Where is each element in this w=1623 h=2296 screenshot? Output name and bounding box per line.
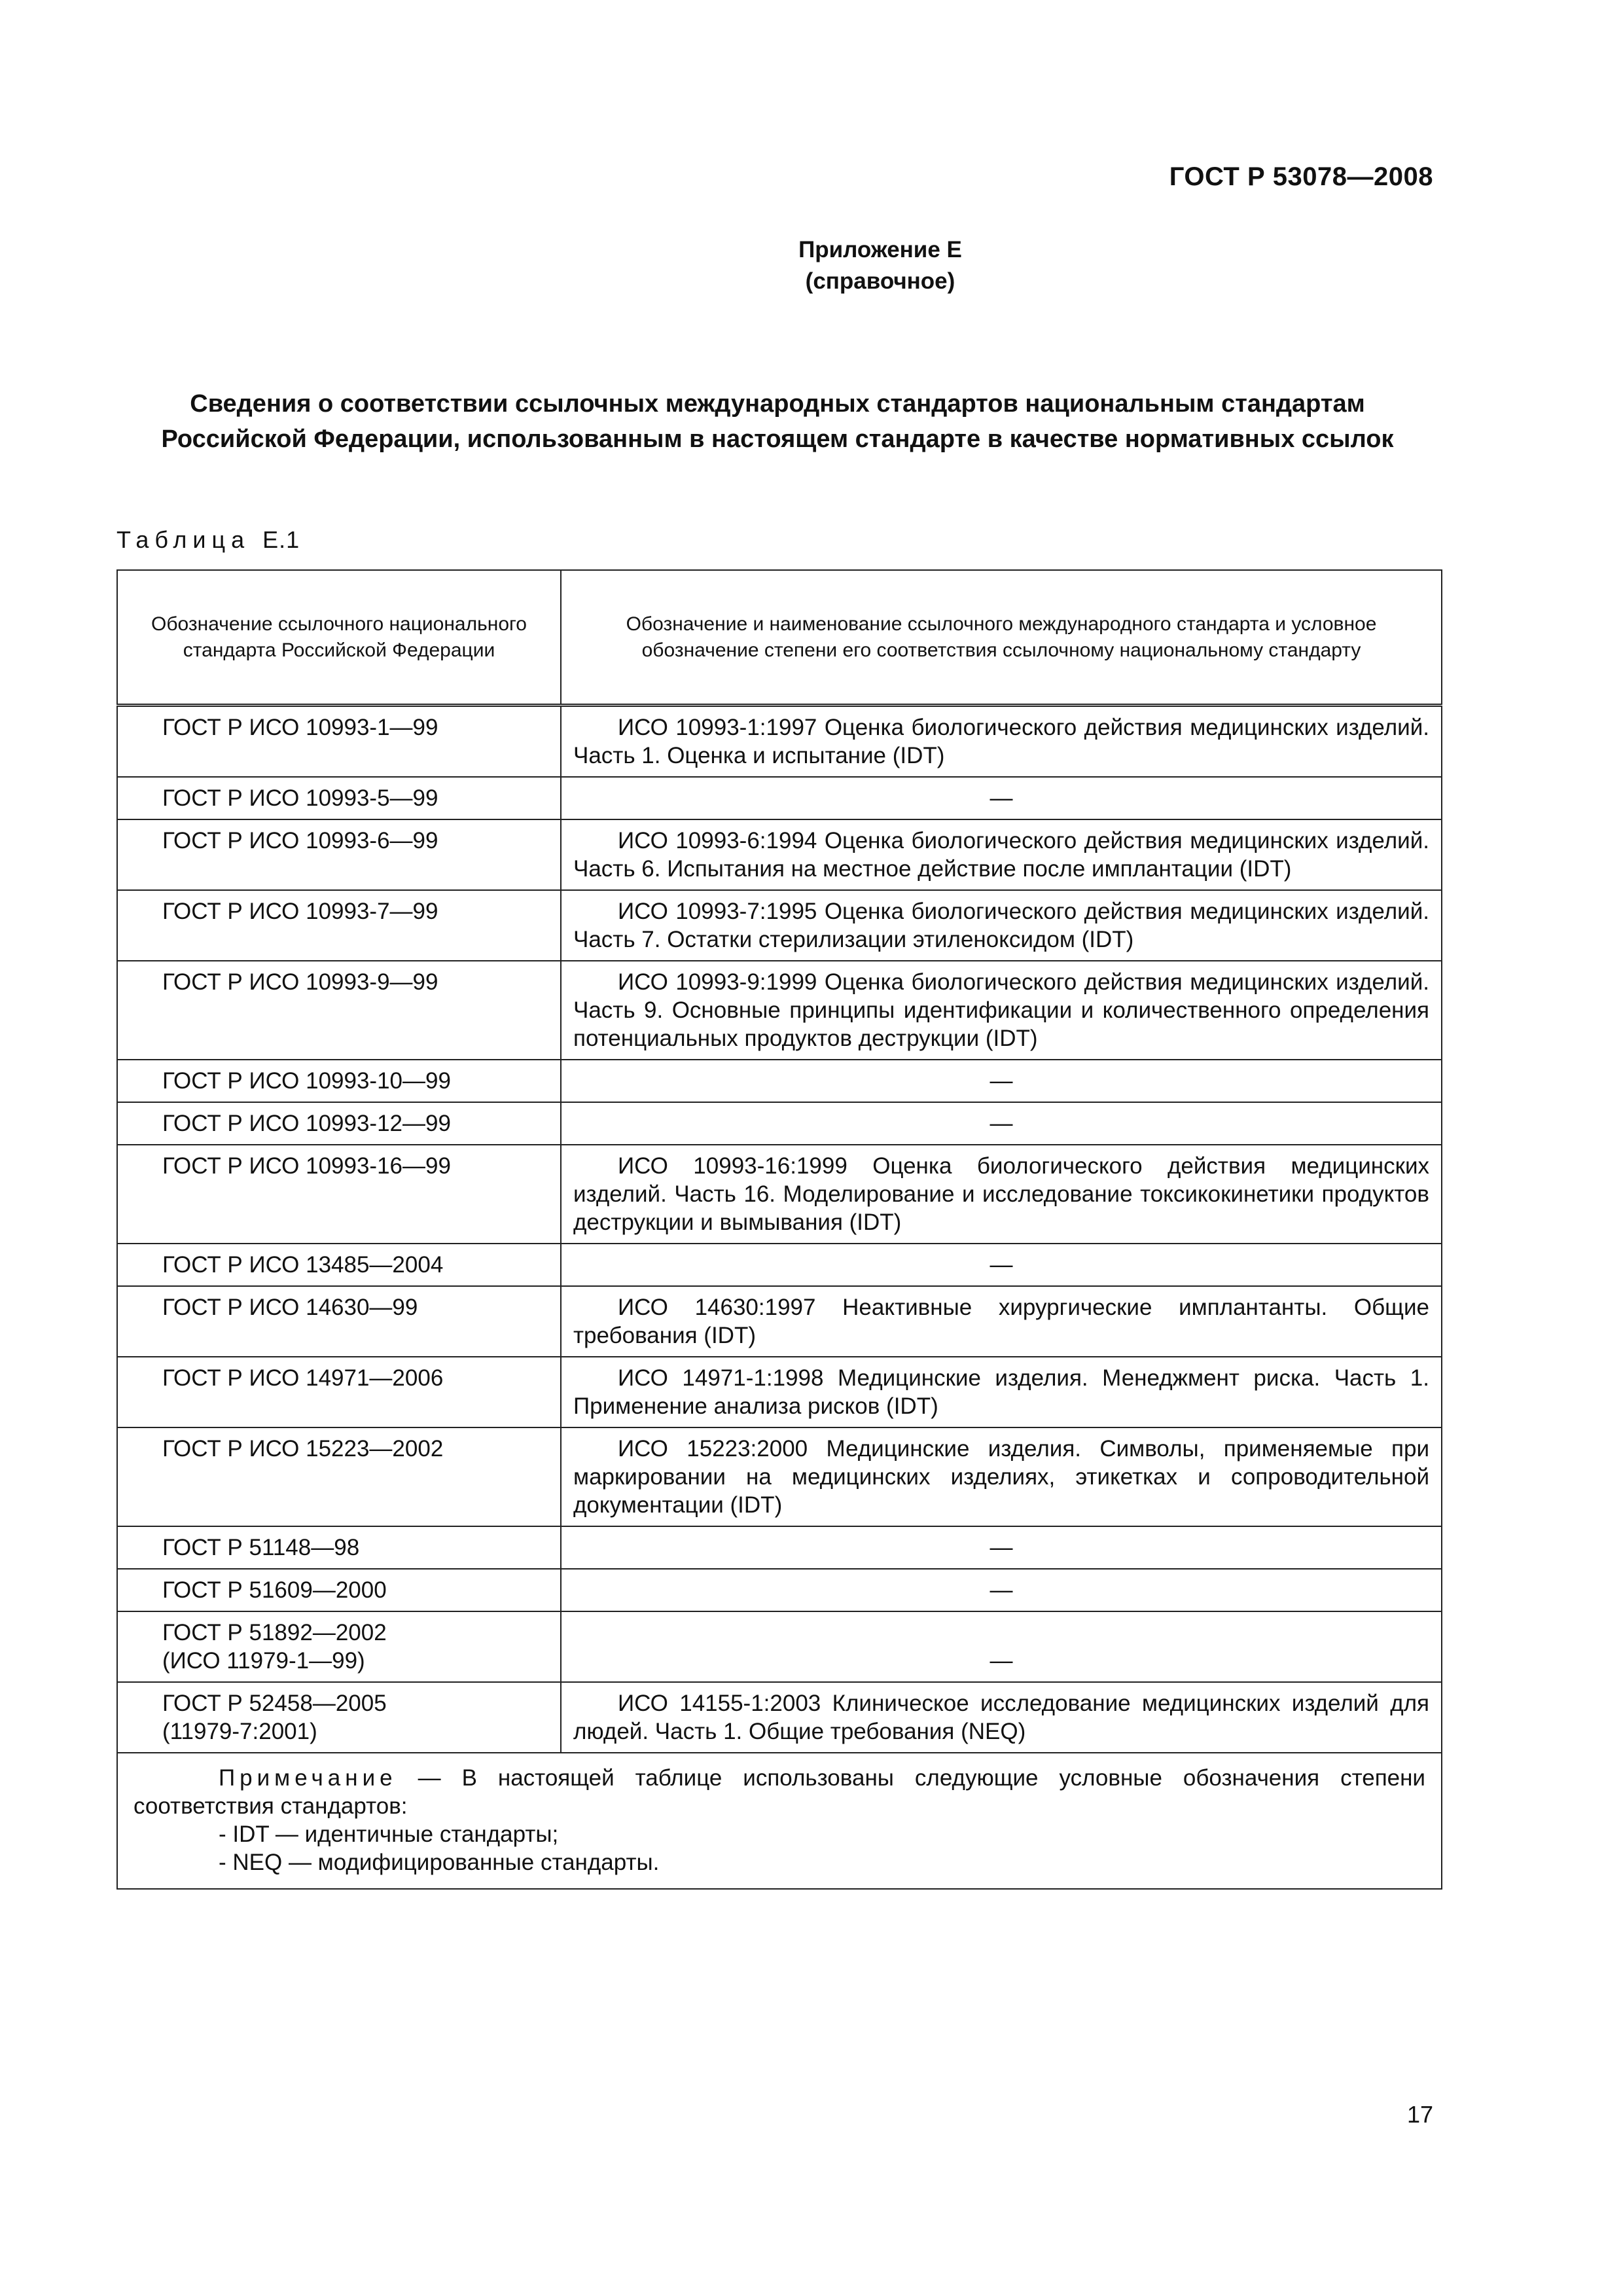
national-standard-designation-extra: (11979-7:2001) <box>162 1719 317 1744</box>
international-standard-cell: ИСО 14630:1997 Неактивные хирургические имплантанты. Общие требования (IDT) <box>561 1286 1442 1357</box>
national-standard-cell <box>117 1286 561 1357</box>
international-standard-cell: — <box>561 1611 1442 1682</box>
table-row <box>117 1286 1442 1357</box>
national-standard-cell <box>117 1569 561 1611</box>
national-standard-designation: ГОСТ Р 51609—2000 <box>162 1577 387 1603</box>
table-row <box>117 1357 1442 1427</box>
national-standard-designation: ГОСТ Р 51892—2002 <box>162 1620 387 1645</box>
national-standard-cell <box>117 819 561 890</box>
national-standard-designation: ГОСТ Р ИСО 10993-9—99 <box>162 969 438 995</box>
national-standard-designation: ГОСТ Р ИСО 10993-6—99 <box>162 828 438 853</box>
international-standard-cell: — <box>561 777 1442 819</box>
table-row <box>117 1244 1442 1286</box>
note-text: — В настоящей таблице использованы следующие условные обозначения степени соответствия стандартов: <box>134 1765 1425 1819</box>
national-standard-designation: ГОСТ Р ИСО 13485—2004 <box>162 1252 444 1278</box>
annex-header <box>0 234 1623 297</box>
national-standard-designation: ГОСТ Р ИСО 10993-1—99 <box>162 715 438 740</box>
table-note <box>117 1753 1442 1889</box>
international-standard-cell: ИСО 10993-7:1995 Оценка биологического действия медицинских изделий. Часть 7. Остатки стерилизации этиленоксидом (IDT) <box>561 890 1442 961</box>
national-standard-designation: ГОСТ Р ИСО 10993-10—99 <box>162 1068 451 1094</box>
international-standard-cell: — <box>561 1569 1442 1611</box>
national-standard-cell <box>117 1427 561 1526</box>
national-standard-cell <box>117 706 561 778</box>
national-standard-cell <box>117 961 561 1060</box>
table-note-row <box>117 1753 1442 1889</box>
national-standard-designation: ГОСТ Р ИСО 14971—2006 <box>162 1365 444 1391</box>
national-standard-designation: ГОСТ Р 51148—98 <box>162 1535 360 1560</box>
national-standard-cell <box>117 890 561 961</box>
table-row <box>117 1682 1442 1753</box>
table-caption-number: Е.1 <box>262 526 300 553</box>
national-standard-designation-extra: (ИСО 11979-1—99) <box>162 1648 365 1674</box>
table-header-row <box>117 570 1442 706</box>
international-standard-cell: ИСО 15223:2000 Медицинские изделия. Символы, применяемые при маркировании на медицинских изделиях, этикетках и сопроводительной документации (IDT) <box>561 1427 1442 1526</box>
national-standard-designation: ГОСТ Р ИСО 10993-5—99 <box>162 785 438 811</box>
national-standard-cell <box>117 777 561 819</box>
national-standard-cell <box>117 1244 561 1286</box>
international-standard-cell: ИСО 10993-1:1997 Оценка биологического действия медицинских изделий. Часть 1. Оценка и испытание (IDT) <box>561 706 1442 778</box>
column-header-national: Обозначение ссылочного национального стандарта Российской Федерации <box>117 570 561 706</box>
national-standard-designation: ГОСТ Р ИСО 14630—99 <box>162 1295 418 1320</box>
table-row <box>117 1102 1442 1145</box>
national-standard-designation: ГОСТ Р ИСО 10993-16—99 <box>162 1153 451 1179</box>
international-standard-cell: — <box>561 1060 1442 1102</box>
international-standard-cell: — <box>561 1526 1442 1569</box>
table-row <box>117 777 1442 819</box>
table-row <box>117 819 1442 890</box>
table-row <box>117 706 1442 778</box>
national-standard-cell <box>117 1526 561 1569</box>
national-standard-designation: ГОСТ Р 52458—2005 <box>162 1691 387 1716</box>
national-standard-cell <box>117 1357 561 1427</box>
national-standard-designation: ГОСТ Р ИСО 10993-7—99 <box>162 899 438 924</box>
international-standard-cell: ИСО 10993-16:1999 Оценка биологического действия медицинских изделий. Часть 16. Моделирование и исследование токсикокинетики продуктов деструкции и вымывания (IDT) <box>561 1145 1442 1244</box>
note-list-item: - NEQ — модифицированные стандарты. <box>219 1850 660 1875</box>
table-row <box>117 1569 1442 1611</box>
note-paragraph <box>134 1764 1425 1820</box>
correspondence-table <box>116 569 1442 1890</box>
international-standard-cell: — <box>561 1244 1442 1286</box>
table-row <box>117 890 1442 961</box>
annex-type: (справочное) <box>805 268 955 294</box>
international-standard-cell: ИСО 14971-1:1998 Медицинские изделия. Менеджмент риска. Часть 1. Применение анализа рисков (IDT) <box>561 1357 1442 1427</box>
international-standard-cell: ИСО 14155-1:2003 Клиническое исследование медицинских изделий для людей. Часть 1. Общие требования (NEQ) <box>561 1682 1442 1753</box>
table-row <box>117 1526 1442 1569</box>
table-row <box>117 1427 1442 1526</box>
international-standard-cell: ИСО 10993-9:1999 Оценка биологического действия медицинских изделий. Часть 9. Основные принципы идентификации и количественного определения потенциальных продуктов деструкции (IDT) <box>561 961 1442 1060</box>
document-designation: ГОСТ Р 53078—2008 <box>1169 162 1433 191</box>
note-label: Примечание <box>219 1765 397 1791</box>
table-row <box>117 1060 1442 1102</box>
table-row <box>117 961 1442 1060</box>
note-list-item: - IDT — идентичные стандарты; <box>219 1821 559 1847</box>
table-body <box>117 706 1442 1890</box>
annex-title: Приложение Е <box>798 237 962 262</box>
column-header-international: Обозначение и наименование ссылочного международного стандарта и условное обозначение степени его соответствия ссылочному национальному стандарту <box>561 570 1442 706</box>
annex-heading: Сведения о соответствии ссылочных международных стандартов национальным стандартам Российской Федерации, использованным в настоящем стандарте в качестве нормативных ссылок <box>161 390 1394 453</box>
national-standard-cell <box>117 1060 561 1102</box>
international-standard-cell: — <box>561 1102 1442 1145</box>
national-standard-cell <box>117 1682 561 1753</box>
table-row <box>117 1145 1442 1244</box>
national-standard-designation: ГОСТ Р ИСО 10993-12—99 <box>162 1111 451 1136</box>
international-standard-cell: ИСО 10993-6:1994 Оценка биологического действия медицинских изделий. Часть 6. Испытания на местное действие после имплантации (IDT) <box>561 819 1442 890</box>
national-standard-cell <box>117 1145 561 1244</box>
page-number: 17 <box>1406 2101 1433 2128</box>
national-standard-designation: ГОСТ Р ИСО 15223—2002 <box>162 1436 444 1462</box>
table-caption-label: Таблица <box>116 526 251 553</box>
national-standard-cell <box>117 1611 561 1682</box>
table-caption <box>116 526 300 554</box>
table-row <box>117 1611 1442 1682</box>
national-standard-cell <box>117 1102 561 1145</box>
